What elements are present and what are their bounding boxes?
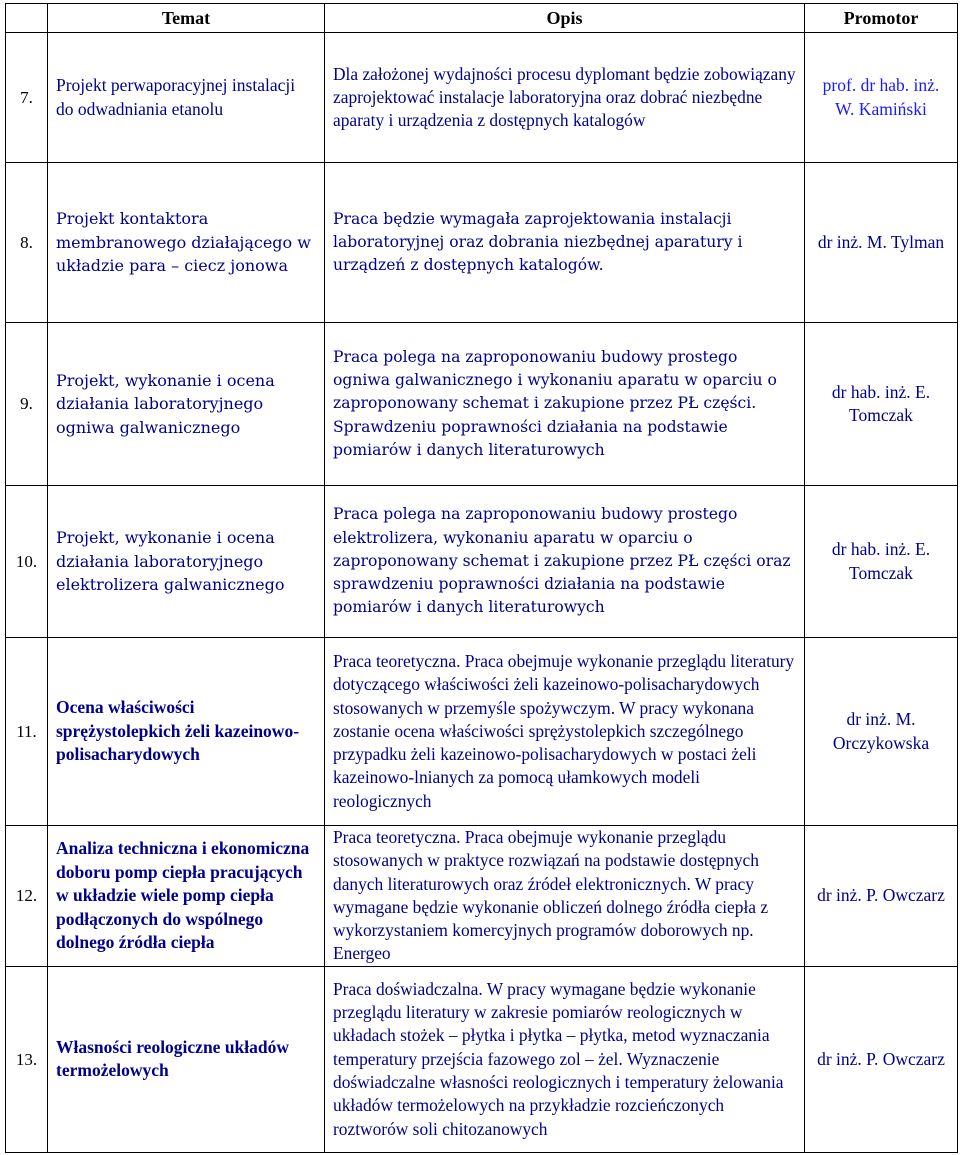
row-topic: Ocena właściwości sprężystolepkich żeli kazeinowo-polisacharydowych <box>48 638 325 826</box>
row-topic: Projekt, wykonanie i ocena działania laboratoryjnego ogniwa galwanicznego <box>48 323 325 486</box>
table-row <box>6 966 958 1152</box>
row-number: 11. <box>6 638 48 826</box>
row-description: Praca polega na zaproponowaniu budowy prostego elektrolizera, wykonaniu aparatu w oparciu o zaproponowany schemat i zakupione przez PŁ części oraz sprawdzeniu poprawności działania na podstawie pomiarów i danych literaturowych <box>325 486 805 638</box>
row-number: 10. <box>6 486 48 638</box>
row-supervisor: dr hab. inż. E. Tomczak <box>805 323 958 486</box>
row-description: Praca teoretyczna. Praca obejmuje wykonanie przeglądu stosowanych w praktyce rozwiązań na podstawie dostępnych danych literaturowych oraz źródeł elektronicznych. W pracy wymagane będzie wykonanie obliczeń dolnego źródła ciepła z wykorzystaniem komercyjnych programów doborowych np. Energeo <box>325 826 805 967</box>
row-topic: Projekt, wykonanie i ocena działania laboratoryjnego elektrolizera galwanicznego <box>48 486 325 638</box>
row-supervisor: prof. dr hab. inż. W. Kamiński <box>805 33 958 163</box>
table-row <box>6 323 958 486</box>
row-supervisor: dr inż. P. Owczarz <box>805 966 958 1152</box>
table-row <box>6 638 958 826</box>
row-number: 9. <box>6 323 48 486</box>
table-row <box>6 33 958 163</box>
row-topic: Analiza techniczna i ekonomiczna doboru pomp ciepła pracujących w układzie wiele pomp ciepła podłączonych do wspólnego dolnego źródła ciepła <box>48 826 325 967</box>
thesis-topics-table <box>5 3 958 1153</box>
row-supervisor: dr inż. M. Orczykowska <box>805 638 958 826</box>
row-description: Praca teoretyczna. Praca obejmuje wykonanie przeglądu literatury dotyczącego właściwości żeli kazeinowo-polisacharydowych stosowanych w przemyśle spożywczym. W pracy wykonana zostanie ocena właściwości sprężystolepkich szczególnego przypadku żeli kazeinowo-polisacharydowych w postaci żeli kazeinowo-lnianych za pomocą ułamkowych modeli reologicznych <box>325 638 805 826</box>
row-description: Dla założonej wydajności procesu dyplomant będzie zobowiązany zaprojektować instalacje laboratoryjna oraz dobrać niezbędne aparaty i urządzenia z dostępnych katalogów <box>325 33 805 163</box>
row-supervisor: dr hab. inż. E. Tomczak <box>805 486 958 638</box>
row-topic: Własności reologiczne układów termożelowych <box>48 966 325 1152</box>
header-description: Opis <box>325 4 805 33</box>
row-description: Praca doświadczalna. W pracy wymagane będzie wykonanie przeglądu literatury w zakresie pomiarów reologicznych w układach stożek – płytka i płytka – płytka, metod wyznaczania temperatury przejścia fazowego zol – żel. Wyznaczenie doświadczalne własności reologicznych i temperatury żelowania układów termożelowych na przykładzie rozcieńczonych roztworów soli chitozanowych <box>325 966 805 1152</box>
header-topic: Temat <box>48 4 325 33</box>
row-topic: Projekt perwaporacyjnej instalacji do odwadniania etanolu <box>48 33 325 163</box>
row-number: 8. <box>6 163 48 323</box>
header-supervisor: Promotor <box>805 4 958 33</box>
row-number: 7. <box>6 33 48 163</box>
table-row <box>6 163 958 323</box>
row-description: Praca będzie wymagała zaprojektowania instalacji laboratoryjnej oraz dobrania niezbędnej aparatury i urządzeń z dostępnych katalogów. <box>325 163 805 323</box>
header-number <box>6 4 48 33</box>
row-topic: Projekt kontaktora membranowego działającego w układzie para – ciecz jonowa <box>48 163 325 323</box>
row-supervisor: dr inż. M. Tylman <box>805 163 958 323</box>
row-number: 13. <box>6 966 48 1152</box>
table-row <box>6 826 958 967</box>
table-row <box>6 486 958 638</box>
row-number: 12. <box>6 826 48 967</box>
row-description: Praca polega na zaproponowaniu budowy prostego ogniwa galwanicznego i wykonaniu aparatu w oparciu o zaproponowany schemat i zakupione przez PŁ części. Sprawdzeniu poprawności działania na podstawie pomiarów i danych literaturowych <box>325 323 805 486</box>
header-row <box>6 4 958 33</box>
row-supervisor: dr inż. P. Owczarz <box>805 826 958 967</box>
